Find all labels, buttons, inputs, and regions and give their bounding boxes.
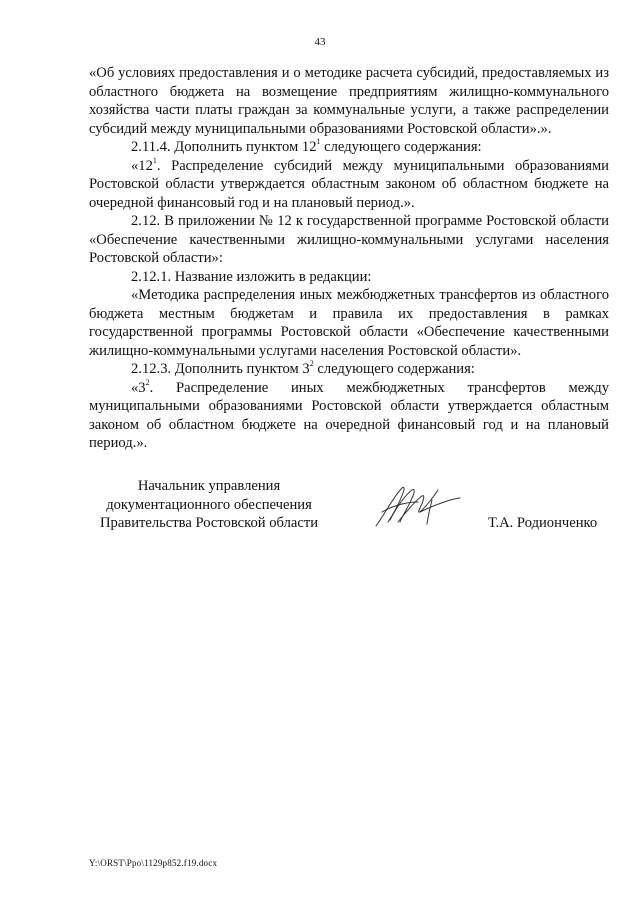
signatory-title-line-1: Начальник управления	[137, 478, 281, 494]
paragraph-7-text-end: следующего содержания:	[313, 361, 475, 377]
signatory-name: Т.А. Родионченко	[488, 515, 598, 531]
paragraph-6	[89, 286, 609, 360]
paragraph-8	[89, 379, 609, 453]
paragraph-2-text: 2.11.4. Дополнить пунктом 12	[131, 139, 317, 155]
paragraph-5-text: 2.12.1. Название изложить в редакции:	[131, 268, 372, 285]
paragraph-8-text-end: . Распределение иных межбюджетных трансфертов между муниципальными образованиями Ростовской области утверждается областным законом об областном бюджете на очередной финансовый год и на плановый период.».	[89, 379, 609, 451]
paragraph-8-text: «3	[131, 379, 146, 396]
signatory-title-line-3: Правительства Ростовской области	[99, 515, 319, 531]
paragraph-4-text: 2.12. В приложении № 12 к государственной программе Ростовской области «Обеспечение качественными жилищно-коммунальными услугами населения Ростовской области»:	[89, 213, 609, 266]
paragraph-3	[89, 157, 609, 213]
signatory-title-line-2: документационного обеспечения	[106, 496, 312, 513]
page-number: 43	[314, 36, 326, 48]
paragraph-6-text: «Методика распределения иных межбюджетных трансфертов из областного бюджета местным бюджетам и правила их предоставления в рамках государственной программы Ростовской области «Обеспечение качественными жилищно-коммунальными услугами населения Ростовской области».	[89, 287, 609, 359]
paragraph-4	[89, 212, 609, 268]
paragraph-3-text-end: . Распределение субсидий между муниципальными образованиями Ростовской области утверждается областным законом об областном бюджете на очередной финансовый год и на плановый период.».	[89, 157, 609, 211]
paragraph-1	[89, 64, 609, 138]
paragraph-1-text: «Об условиях предоставления и о методике расчета субсидий, предоставляемых из областного бюджета на возмещение предприятиям жилищно-коммунального хозяйства части платы граждан за коммунальные услуги, а также распределении субсидий между муниципальными образованиями Ростовской области».».	[89, 65, 609, 137]
superscript: 2	[145, 377, 150, 387]
paragraph-5	[89, 268, 609, 287]
paragraph-3-text: «12	[131, 157, 153, 174]
superscript: 1	[152, 155, 157, 165]
superscript: 2	[309, 359, 314, 369]
paragraph-7-text: 2.12.3. Дополнить пунктом 3	[131, 361, 310, 377]
paragraph-7	[89, 360, 609, 379]
document-body	[89, 64, 609, 453]
signatory-title	[89, 477, 329, 533]
paragraph-2	[89, 138, 609, 157]
paragraph-2-text-end: следующего содержания:	[320, 139, 482, 155]
handwritten-signature-icon	[372, 482, 462, 530]
footer-file-path: Y:\ORST\Ppo\1129p852.f19.docx	[89, 858, 218, 868]
superscript: 1	[316, 137, 321, 147]
